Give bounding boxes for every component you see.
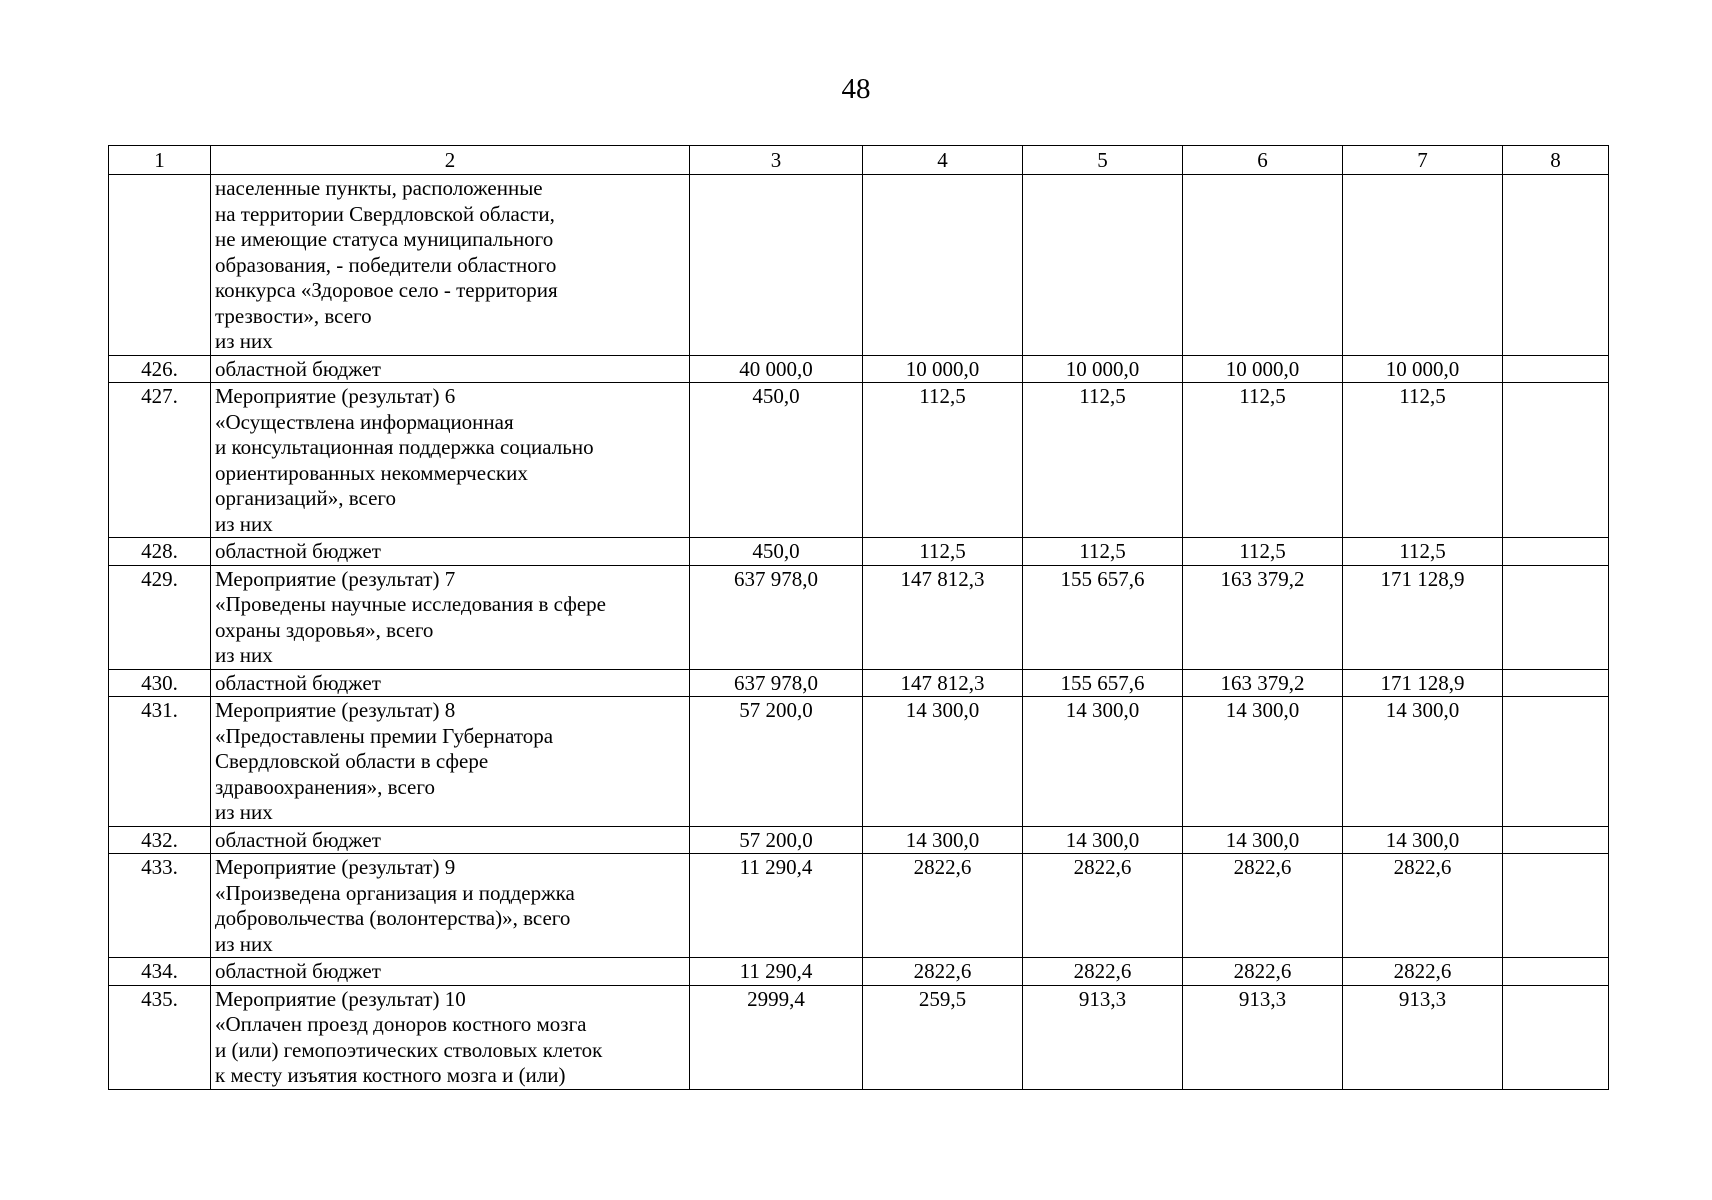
description-line: и (или) гемопоэтических стволовых клеток	[215, 1037, 603, 1062]
value-cell-col-3: 450,0	[690, 383, 863, 538]
description-line: областной бюджет	[215, 827, 381, 852]
column-header: 2	[211, 146, 690, 175]
value-cell-col-8	[1503, 958, 1609, 986]
value-cell-col-6: 112,5	[1183, 538, 1343, 566]
description-line: Мероприятие (результат) 10	[215, 986, 466, 1011]
value-cell-col-4: 14 300,0	[863, 697, 1023, 827]
row-number: 429.	[109, 565, 211, 669]
value-cell-col-5: 10 000,0	[1023, 355, 1183, 383]
value-cell-col-7	[1343, 175, 1503, 356]
value-cell-col-3: 40 000,0	[690, 355, 863, 383]
column-header: 6	[1183, 146, 1343, 175]
value-cell-col-8	[1503, 538, 1609, 566]
description-line: конкурса «Здоровое село - территория	[215, 278, 558, 302]
budget-table	[108, 145, 1609, 1090]
value-cell-col-3: 57 200,0	[690, 697, 863, 827]
value-cell-col-8	[1503, 383, 1609, 538]
description-line: из них	[215, 643, 273, 667]
description-line: на территории Свердловской области,	[215, 201, 555, 226]
value-cell-col-6: 913,3	[1183, 985, 1343, 1089]
table-body	[109, 175, 1609, 1090]
value-cell-col-8	[1503, 355, 1609, 383]
row-description	[211, 985, 690, 1089]
header-row	[109, 146, 1609, 175]
value-cell-col-4: 14 300,0	[863, 826, 1023, 854]
value-cell-col-7: 2822,6	[1343, 958, 1503, 986]
value-cell-col-4	[863, 175, 1023, 356]
table-row	[109, 854, 1609, 958]
row-description	[211, 958, 690, 986]
table-row	[109, 565, 1609, 669]
row-number: 434.	[109, 958, 211, 986]
description-line: и консультационная поддержка социально	[215, 435, 594, 459]
description-line: «Осуществлена информационная	[215, 409, 514, 434]
description-line: «Проведены научные исследования в сфере	[215, 592, 607, 616]
value-cell-col-8	[1503, 697, 1609, 827]
row-description	[211, 383, 690, 538]
column-header: 5	[1023, 146, 1183, 175]
table-row	[109, 383, 1609, 538]
value-cell-col-6: 14 300,0	[1183, 697, 1343, 827]
row-description	[211, 697, 690, 827]
description-line: Мероприятие (результат) 9	[215, 855, 456, 879]
value-cell-col-5: 112,5	[1023, 383, 1183, 538]
value-cell-col-3	[690, 175, 863, 356]
description-line: Мероприятие (результат) 8	[215, 698, 456, 722]
value-cell-col-8	[1503, 826, 1609, 854]
row-number: 427.	[109, 383, 211, 538]
row-number: 432.	[109, 826, 211, 854]
value-cell-col-7: 2822,6	[1343, 854, 1503, 958]
value-cell-col-3: 57 200,0	[690, 826, 863, 854]
description-line: Мероприятие (результат) 6	[215, 384, 456, 408]
row-number: 426.	[109, 355, 211, 383]
description-line: к месту изъятия костного мозга и (или)	[215, 1063, 566, 1087]
value-cell-col-7: 10 000,0	[1343, 355, 1503, 383]
value-cell-col-4: 147 812,3	[863, 669, 1023, 697]
value-cell-col-7: 171 128,9	[1343, 669, 1503, 697]
value-cell-col-6: 163 379,2	[1183, 565, 1343, 669]
value-cell-col-4: 2822,6	[863, 958, 1023, 986]
table-row	[109, 958, 1609, 986]
value-cell-col-7: 112,5	[1343, 538, 1503, 566]
value-cell-col-8	[1503, 565, 1609, 669]
column-header: 4	[863, 146, 1023, 175]
value-cell-col-7: 171 128,9	[1343, 565, 1503, 669]
table-row	[109, 669, 1609, 697]
row-description	[211, 175, 690, 356]
value-cell-col-6: 112,5	[1183, 383, 1343, 538]
value-cell-col-4: 112,5	[863, 383, 1023, 538]
value-cell-col-5: 14 300,0	[1023, 697, 1183, 827]
value-cell-col-3: 450,0	[690, 538, 863, 566]
column-header: 3	[690, 146, 863, 175]
row-description	[211, 538, 690, 566]
description-line: областной бюджет	[215, 959, 381, 983]
value-cell-col-5: 155 657,6	[1023, 565, 1183, 669]
table-row	[109, 355, 1609, 383]
description-line: охраны здоровья», всего	[215, 617, 434, 642]
description-line: из них	[215, 931, 273, 956]
row-number: 430.	[109, 669, 211, 697]
description-line: областной бюджет	[215, 539, 381, 563]
value-cell-col-6: 2822,6	[1183, 958, 1343, 986]
description-line: организаций», всего	[215, 486, 397, 510]
description-line: из них	[215, 329, 273, 353]
value-cell-col-8	[1503, 175, 1609, 356]
row-description	[211, 565, 690, 669]
column-header: 1	[109, 146, 211, 175]
value-cell-col-6: 14 300,0	[1183, 826, 1343, 854]
description-line: областной бюджет	[215, 670, 381, 695]
value-cell-col-7: 913,3	[1343, 985, 1503, 1089]
row-description	[211, 826, 690, 854]
table-row	[109, 538, 1609, 566]
column-header: 7	[1343, 146, 1503, 175]
description-line: здравоохранения», всего	[215, 774, 435, 799]
description-line: «Предоставлены премии Губернатора	[215, 723, 554, 748]
value-cell-col-5	[1023, 175, 1183, 356]
value-cell-col-4: 2822,6	[863, 854, 1023, 958]
value-cell-col-6: 163 379,2	[1183, 669, 1343, 697]
row-description	[211, 669, 690, 697]
description-line: из них	[215, 511, 273, 536]
description-line: «Произведена организация и поддержка	[215, 880, 575, 905]
value-cell-col-3: 637 978,0	[690, 565, 863, 669]
row-description	[211, 355, 690, 383]
description-line: Мероприятие (результат) 7	[215, 566, 456, 591]
value-cell-col-8	[1503, 985, 1609, 1089]
description-line: из них	[215, 800, 273, 824]
table-row	[109, 985, 1609, 1089]
table-row	[109, 697, 1609, 827]
value-cell-col-4: 112,5	[863, 538, 1023, 566]
column-header: 8	[1503, 146, 1609, 175]
description-line: не имеющие статуса муниципального	[215, 227, 554, 251]
value-cell-col-7: 14 300,0	[1343, 697, 1503, 827]
description-line: ориентированных некоммерческих	[215, 460, 528, 485]
description-line: трезвости», всего	[215, 303, 372, 328]
value-cell-col-5: 155 657,6	[1023, 669, 1183, 697]
description-line: «Оплачен проезд доноров костного мозга	[215, 1012, 587, 1036]
value-cell-col-8	[1503, 669, 1609, 697]
value-cell-col-4: 147 812,3	[863, 565, 1023, 669]
description-line: добровольчества (волонтерства)», всего	[215, 906, 571, 930]
value-cell-col-5: 913,3	[1023, 985, 1183, 1089]
value-cell-col-4: 10 000,0	[863, 355, 1023, 383]
row-description	[211, 854, 690, 958]
value-cell-col-3: 11 290,4	[690, 958, 863, 986]
row-number: 433.	[109, 854, 211, 958]
description-line: образования, - победители областного	[215, 252, 557, 277]
table-row	[109, 175, 1609, 356]
value-cell-col-7: 112,5	[1343, 383, 1503, 538]
value-cell-col-8	[1503, 854, 1609, 958]
value-cell-col-6	[1183, 175, 1343, 356]
page-number: 48	[841, 73, 871, 105]
value-cell-col-6: 10 000,0	[1183, 355, 1343, 383]
row-number	[109, 175, 211, 356]
value-cell-col-3: 2999,4	[690, 985, 863, 1089]
value-cell-col-4: 259,5	[863, 985, 1023, 1089]
value-cell-col-5: 112,5	[1023, 538, 1183, 566]
value-cell-col-5: 14 300,0	[1023, 826, 1183, 854]
value-cell-col-5: 2822,6	[1023, 958, 1183, 986]
row-number: 435.	[109, 985, 211, 1089]
value-cell-col-5: 2822,6	[1023, 854, 1183, 958]
table-row	[109, 826, 1609, 854]
row-number: 428.	[109, 538, 211, 566]
value-cell-col-7: 14 300,0	[1343, 826, 1503, 854]
value-cell-col-6: 2822,6	[1183, 854, 1343, 958]
row-number: 431.	[109, 697, 211, 827]
description-line: Свердловской области в сфере	[215, 749, 489, 773]
value-cell-col-3: 637 978,0	[690, 669, 863, 697]
description-line: областной бюджет	[215, 356, 381, 381]
description-line: населенные пункты, расположенные	[215, 176, 543, 200]
value-cell-col-3: 11 290,4	[690, 854, 863, 958]
